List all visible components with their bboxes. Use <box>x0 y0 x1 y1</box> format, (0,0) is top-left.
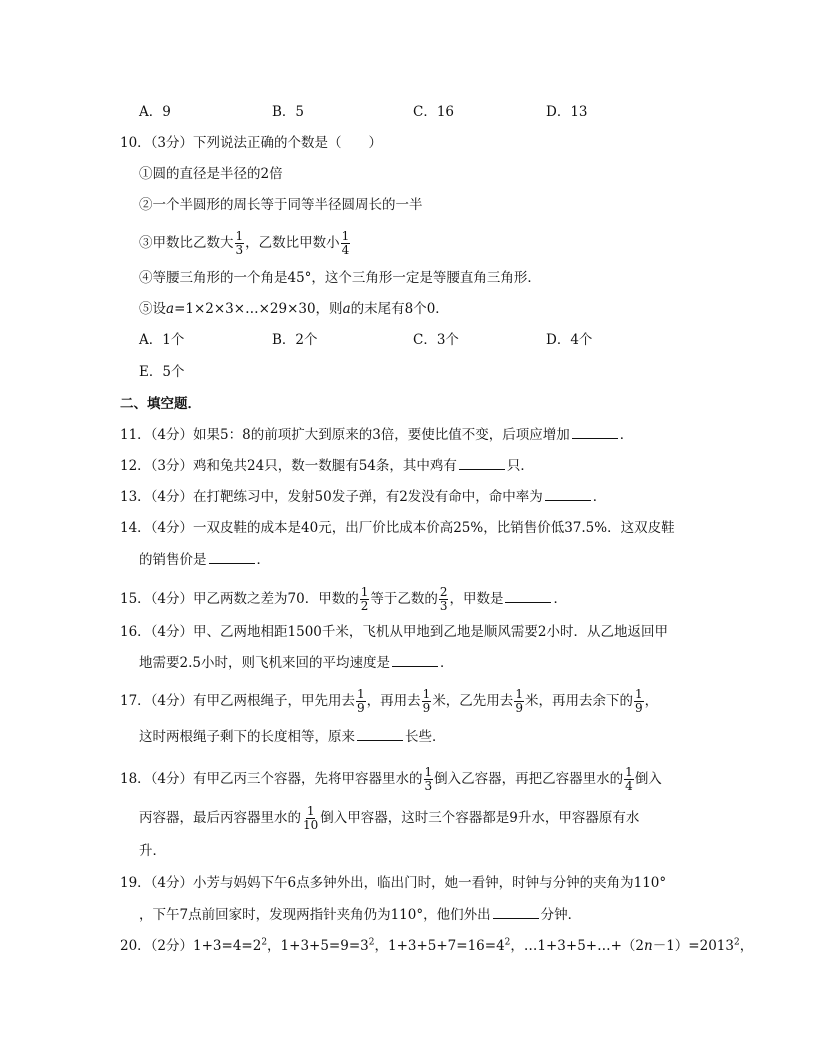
q9-option-b: B．5 <box>272 104 305 120</box>
question-13 <box>120 487 606 507</box>
question-12 <box>120 456 534 476</box>
q10-stem: 10．（3分）下列说法正确的个数是（ ） <box>120 135 383 151</box>
fraction-numerator: 1 <box>306 804 315 818</box>
section-heading: 二、填空题． <box>120 396 201 412</box>
question-20 <box>120 936 753 956</box>
fraction-denominator: 2 <box>360 599 369 613</box>
fraction-denominator: 9 <box>515 701 523 715</box>
fraction-denominator: 9 <box>422 701 431 715</box>
q10-s3-text-b: ，乙数比甲数小 <box>245 235 340 251</box>
fraction <box>634 688 644 715</box>
fraction-numerator: 2 <box>439 585 448 599</box>
q11-end: ． <box>619 427 634 443</box>
q18-text-b: 倒入乙容器，再把乙容器里水的 <box>434 771 624 787</box>
fraction <box>235 230 245 257</box>
fraction-numerator: 1 <box>424 765 433 779</box>
fraction-numerator: 1 <box>625 765 633 779</box>
q18-text-c: 倒入 <box>634 771 662 787</box>
question-17-line-2 <box>139 727 446 747</box>
answer-blank <box>459 456 505 470</box>
fraction-numerator: 1 <box>357 687 365 701</box>
exponent: 2 <box>261 937 268 948</box>
answer-blank <box>545 487 591 501</box>
exponent: 2 <box>733 937 740 948</box>
fraction <box>302 805 319 832</box>
q10-option-c: C．3个 <box>413 332 459 348</box>
fraction <box>439 586 449 613</box>
q9-option-a: A．9 <box>139 104 171 120</box>
q10-option-b: B．2个 <box>272 332 318 348</box>
q10-s5-text-c: 的末尾有8个0． <box>350 301 449 317</box>
q15-text-c: ，甲数是 <box>449 591 504 607</box>
question-11 <box>120 425 633 445</box>
q9-option-d: D．13 <box>546 104 588 120</box>
q15-text-a: 15．（4分）甲乙两数之差为70．甲数的 <box>120 591 359 607</box>
q10-statement-2: ②一个半圆形的周长等于同等半径圆周长的一半 <box>139 197 423 213</box>
q20-text-a: 20．（2分）1+3=4=2 <box>120 938 262 954</box>
q12-text: 12．（3分）鸡和兔共24只，数一数腿有54条，其中鸡有 <box>120 458 457 474</box>
answer-blank <box>392 653 438 667</box>
q12-end: 只． <box>506 458 534 474</box>
q10-option-d: D．4个 <box>546 332 593 348</box>
q20-text-d: ，…1+3+5+…+（2 <box>510 938 645 954</box>
q10-s5-text-a: ⑤设 <box>139 301 166 317</box>
q18-text-a: 18．（4分）有甲乙丙三个容器，先将甲容器里水的 <box>120 771 423 787</box>
q17-text-a: 17．（4分）有甲乙两根绳子，甲先用去 <box>120 693 356 709</box>
question-15 <box>120 586 567 613</box>
answer-blank <box>357 727 403 741</box>
fraction-numerator: 1 <box>515 687 523 701</box>
q17-text-b: ，再用去 <box>366 693 421 709</box>
fraction-denominator: 4 <box>341 243 350 257</box>
exponent: 2 <box>368 937 375 948</box>
q10-statement-5 <box>139 299 449 319</box>
q17-text-e: ， <box>644 693 659 709</box>
answer-blank <box>493 905 539 919</box>
answer-blank <box>572 425 618 439</box>
q10-statement-4: ④等腰三角形的一个角是45°，这个三角形一定是等腰直角三角形． <box>139 270 541 286</box>
q11-text: 11．（4分）如果5：8的前项扩大到原来的3倍，要使比值不变，后项应增加 <box>120 427 570 443</box>
fraction-denominator: 10 <box>303 818 319 832</box>
fraction <box>422 688 432 715</box>
fraction <box>360 586 370 613</box>
variable: a <box>166 301 175 317</box>
question-18-line-2 <box>139 805 639 832</box>
fraction <box>624 766 634 793</box>
question-19-line-2 <box>139 905 581 925</box>
q19-end: 分钟． <box>540 907 582 923</box>
q10-option-e: E．5个 <box>139 364 185 380</box>
q10-statement-1: ①圆的直径是半径的2倍 <box>139 166 283 182</box>
q15-text-b: 等于乙数的 <box>370 591 438 607</box>
fraction-denominator: 4 <box>625 779 633 793</box>
q20-text-f: ， <box>739 938 754 954</box>
exponent: 2 <box>504 937 511 948</box>
question-17-line-1 <box>120 688 658 715</box>
fraction <box>356 688 366 715</box>
q10-statement-3 <box>139 230 351 257</box>
q18-text-e: 倒入甲容器，这时三个容器都是9升水，甲容器原有水 <box>320 810 640 826</box>
fraction-numerator: 1 <box>360 585 369 599</box>
question-14-line-1: 14．（4分）一双皮鞋的成本是40元，出厂价比成本价高25%，比销售价低37.5%．这双皮鞋 <box>120 520 675 536</box>
fraction-numerator: 1 <box>634 687 643 701</box>
question-18-line-3: 升． <box>139 843 166 859</box>
q17-text-f: 这时两根绳子剩下的长度相等，原来 <box>139 729 355 745</box>
q13-text: 13．（4分）在打靶练习中，发射50发子弹，有2发没有命中，命中率为 <box>120 489 543 505</box>
q16-end: ． <box>439 655 454 671</box>
fraction-denominator: 9 <box>357 701 365 715</box>
fraction-denominator: 3 <box>235 243 244 257</box>
q15-end: ． <box>553 591 567 607</box>
fraction-denominator: 9 <box>634 701 643 715</box>
variable: a <box>342 301 351 317</box>
q18-text-d: 丙容器，最后丙容器里水的 <box>139 810 301 826</box>
question-14-line-2 <box>139 550 270 570</box>
question-18-line-1 <box>120 766 662 793</box>
q13-end: ． <box>592 489 607 505</box>
fraction-numerator: 1 <box>422 687 431 701</box>
fraction <box>341 230 351 257</box>
answer-blank <box>505 589 551 603</box>
variable: n <box>644 938 653 954</box>
q20-text-b: ，1+3+5=9=3 <box>267 938 369 954</box>
q19-text: ，下午7点前回家时，发现两指针夹角仍为110°，他们外出 <box>139 907 491 923</box>
question-19-line-1: 19．（4分）小芳与妈妈下午6点多钟外出，临出门时，她一看钟，时钟与分钟的夹角为110° <box>120 875 667 891</box>
q17-end: 长些． <box>405 729 446 745</box>
q9-option-c: C．16 <box>413 104 455 120</box>
question-16-line-2 <box>139 653 453 673</box>
q10-s3-text-a: ③甲数比乙数大 <box>139 235 234 251</box>
q20-text-e: －1）=2013 <box>652 938 734 954</box>
fraction <box>424 766 434 793</box>
fraction-numerator: 1 <box>235 229 244 243</box>
fraction-denominator: 3 <box>424 779 433 793</box>
q20-text-c: ，1+3+5+7=16=4 <box>374 938 505 954</box>
fraction <box>514 688 524 715</box>
q17-text-c: 米，乙先用去 <box>432 693 514 709</box>
q10-option-a: A．1个 <box>139 332 185 348</box>
fraction-denominator: 3 <box>439 599 448 613</box>
q10-s5-text-b: =1×2×3×…×29×30，则 <box>174 301 343 317</box>
answer-blank <box>209 550 255 564</box>
fraction-numerator: 1 <box>341 229 350 243</box>
q14-end: ． <box>256 552 270 568</box>
question-16-line-1: 16．（4分）甲、乙两地相距1500千米，飞机从甲地到乙地是顺风需要2小时．从乙地返回甲 <box>120 624 668 640</box>
q16-text: 地需要2.5小时，则飞机来回的平均速度是 <box>139 655 390 671</box>
q17-text-d: 米，再用去余下的 <box>524 693 633 709</box>
q14-text: 的销售价是 <box>139 552 207 568</box>
